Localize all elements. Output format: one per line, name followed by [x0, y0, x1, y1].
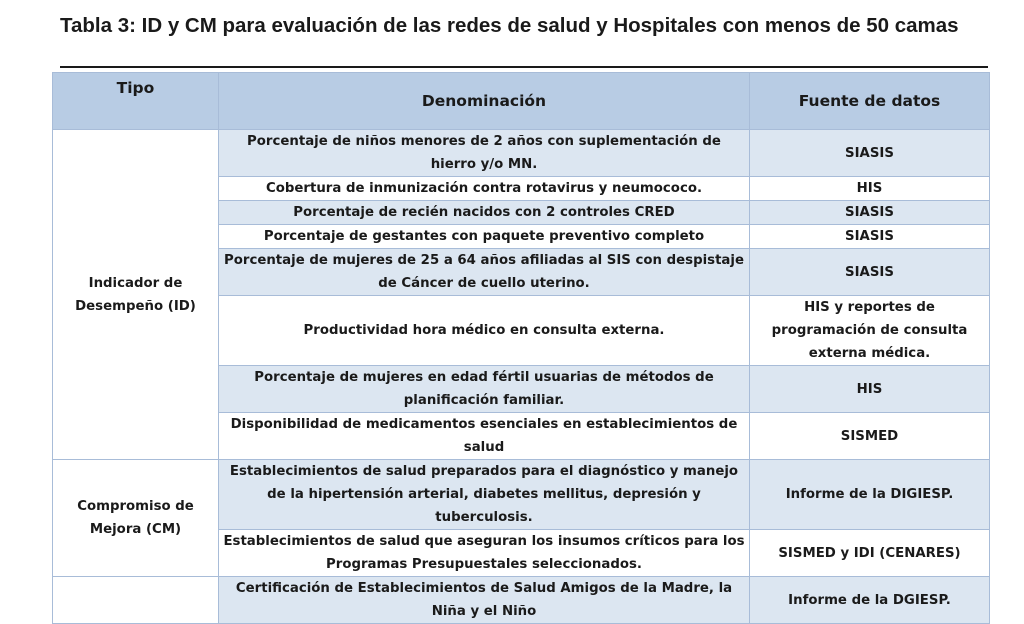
denominacion-cell: Establecimientos de salud preparados para el diagnóstico y manejo de la hipertensión arterial, diabetes mellitus, depresión y tuberculosis. [219, 460, 750, 530]
group-label-3 [53, 577, 219, 624]
group-label-cm: Compromiso de Mejora (CM) [53, 460, 219, 577]
header-denominacion: Denominación [219, 73, 750, 130]
denominacion-cell: Certificación de Establecimientos de Salud Amigos de la Madre, la Niña y el Niño [219, 577, 750, 624]
fuente-cell: SIASIS [750, 130, 990, 177]
title-underline [60, 66, 988, 68]
table-title: Tabla 3: ID y CM para evaluación de las redes de salud y Hospitales con menos de 50 camas [60, 14, 959, 37]
group-label-id: Indicador de Desempeño (ID) [53, 130, 219, 460]
fuente-cell: Informe de la DIGIESP. [750, 460, 990, 530]
header-fuente: Fuente de datos [750, 73, 990, 130]
denominacion-cell: Porcentaje de gestantes con paquete preventivo completo [219, 225, 750, 249]
denominacion-cell: Disponibilidad de medicamentos esenciales en establecimientos de salud [219, 413, 750, 460]
denominacion-cell: Porcentaje de mujeres de 25 a 64 años afiliadas al SIS con despistaje de Cáncer de cuello uterino. [219, 249, 750, 296]
fuente-cell: SIASIS [750, 249, 990, 296]
denominacion-cell: Cobertura de inmunización contra rotavirus y neumococo. [219, 177, 750, 201]
denominacion-cell: Establecimientos de salud que aseguran los insumos críticos para los Programas Presupuestales seleccionados. [219, 530, 750, 577]
fuente-cell: Informe de la DGIESP. [750, 577, 990, 624]
fuente-cell: SIASIS [750, 225, 990, 249]
denominacion-cell: Productividad hora médico en consulta externa. [219, 296, 750, 366]
fuente-cell: HIS y reportes de programación de consulta externa médica. [750, 296, 990, 366]
denominacion-cell: Porcentaje de mujeres en edad fértil usuarias de métodos de planificación familiar. [219, 366, 750, 413]
table-row [53, 460, 990, 530]
fuente-cell: SISMED y IDI (CENARES) [750, 530, 990, 577]
table-header-row [53, 73, 990, 130]
table-row [53, 577, 990, 624]
fuente-cell: SIASIS [750, 201, 990, 225]
table-row [53, 130, 990, 177]
denominacion-cell: Porcentaje de recién nacidos con 2 controles CRED [219, 201, 750, 225]
denominacion-cell: Porcentaje de niños menores de 2 años con suplementación de hierro y/o MN. [219, 130, 750, 177]
header-tipo: Tipo [53, 73, 219, 130]
fuente-cell: SISMED [750, 413, 990, 460]
fuente-cell: HIS [750, 366, 990, 413]
indicators-table [52, 72, 990, 624]
fuente-cell: HIS [750, 177, 990, 201]
